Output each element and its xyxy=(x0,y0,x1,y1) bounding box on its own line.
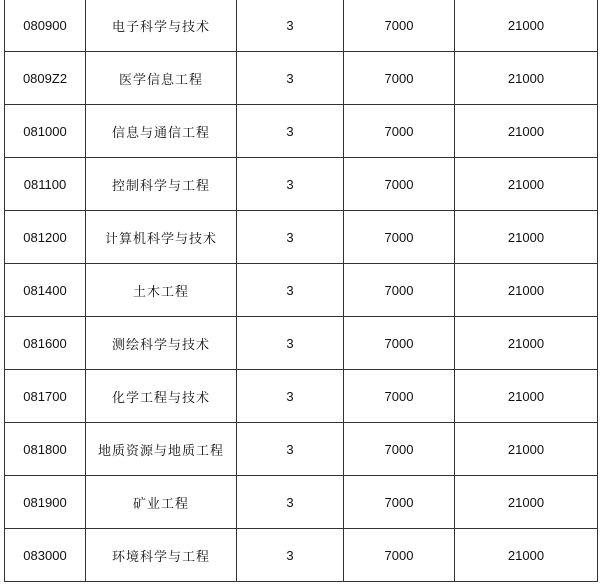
program-name-cell: 环境科学与工程 xyxy=(86,529,237,582)
program-code-cell: 0809Z2 xyxy=(5,52,86,105)
duration-cell: 3 xyxy=(237,423,344,476)
program-code-cell: 081200 xyxy=(5,211,86,264)
table-row xyxy=(5,317,598,370)
table-row xyxy=(5,476,598,529)
table-row xyxy=(5,52,598,105)
table-row xyxy=(5,211,598,264)
table-row xyxy=(5,105,598,158)
total-fee-cell: 21000 xyxy=(455,370,598,423)
table-row xyxy=(5,0,598,52)
table-row xyxy=(5,264,598,317)
annual-fee-cell: 7000 xyxy=(344,529,455,582)
duration-cell: 3 xyxy=(237,0,344,52)
annual-fee-cell: 7000 xyxy=(344,105,455,158)
program-code-cell: 081700 xyxy=(5,370,86,423)
program-name-cell: 计算机科学与技术 xyxy=(86,211,237,264)
table-row xyxy=(5,529,598,582)
duration-cell: 3 xyxy=(237,370,344,423)
program-name-cell: 控制科学与工程 xyxy=(86,158,237,211)
table-body xyxy=(5,0,598,582)
total-fee-cell: 21000 xyxy=(455,52,598,105)
duration-cell: 3 xyxy=(237,105,344,158)
program-name-cell: 医学信息工程 xyxy=(86,52,237,105)
program-name-cell: 土木工程 xyxy=(86,264,237,317)
program-code-cell: 081000 xyxy=(5,105,86,158)
duration-cell: 3 xyxy=(237,317,344,370)
table-row xyxy=(5,370,598,423)
program-code-cell: 081100 xyxy=(5,158,86,211)
annual-fee-cell: 7000 xyxy=(344,317,455,370)
program-name-cell: 地质资源与地质工程 xyxy=(86,423,237,476)
program-code-cell: 081800 xyxy=(5,423,86,476)
annual-fee-cell: 7000 xyxy=(344,0,455,52)
total-fee-cell: 21000 xyxy=(455,317,598,370)
program-name-cell: 信息与通信工程 xyxy=(86,105,237,158)
total-fee-cell: 21000 xyxy=(455,105,598,158)
annual-fee-cell: 7000 xyxy=(344,264,455,317)
total-fee-cell: 21000 xyxy=(455,211,598,264)
program-code-cell: 081900 xyxy=(5,476,86,529)
program-code-cell: 080900 xyxy=(5,0,86,52)
total-fee-cell: 21000 xyxy=(455,423,598,476)
duration-cell: 3 xyxy=(237,264,344,317)
annual-fee-cell: 7000 xyxy=(344,423,455,476)
table-row xyxy=(5,423,598,476)
total-fee-cell: 21000 xyxy=(455,0,598,52)
annual-fee-cell: 7000 xyxy=(344,158,455,211)
program-code-cell: 081600 xyxy=(5,317,86,370)
program-name-cell: 化学工程与技术 xyxy=(86,370,237,423)
annual-fee-cell: 7000 xyxy=(344,211,455,264)
program-name-cell: 测绘科学与技术 xyxy=(86,317,237,370)
program-fee-table xyxy=(4,0,598,582)
program-name-cell: 矿业工程 xyxy=(86,476,237,529)
duration-cell: 3 xyxy=(237,529,344,582)
program-code-cell: 081400 xyxy=(5,264,86,317)
annual-fee-cell: 7000 xyxy=(344,476,455,529)
total-fee-cell: 21000 xyxy=(455,476,598,529)
program-name-cell: 电子科学与技术 xyxy=(86,0,237,52)
total-fee-cell: 21000 xyxy=(455,264,598,317)
annual-fee-cell: 7000 xyxy=(344,370,455,423)
total-fee-cell: 21000 xyxy=(455,529,598,582)
total-fee-cell: 21000 xyxy=(455,158,598,211)
duration-cell: 3 xyxy=(237,211,344,264)
duration-cell: 3 xyxy=(237,476,344,529)
annual-fee-cell: 7000 xyxy=(344,52,455,105)
table-row xyxy=(5,158,598,211)
program-code-cell: 083000 xyxy=(5,529,86,582)
duration-cell: 3 xyxy=(237,158,344,211)
duration-cell: 3 xyxy=(237,52,344,105)
